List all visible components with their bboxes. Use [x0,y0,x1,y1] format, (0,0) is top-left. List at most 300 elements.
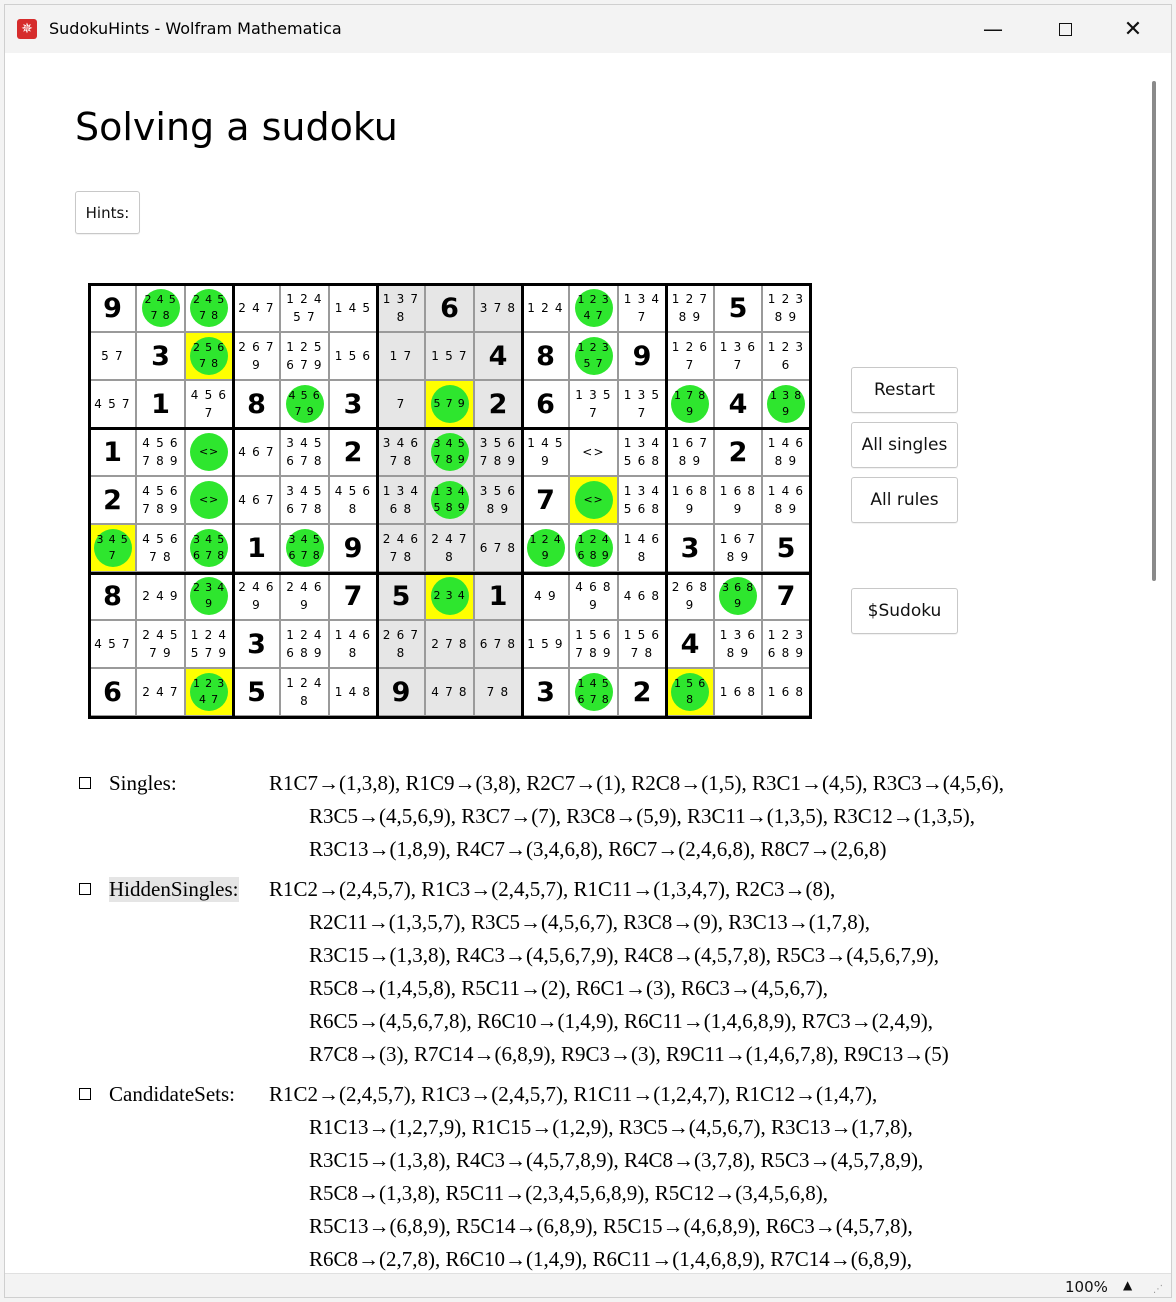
hint-circle [431,481,469,519]
cell-given-value: 5 [776,532,796,564]
cell-given-value: 1 [151,388,170,420]
sudoku-cell[interactable] [185,284,233,332]
sudoku-cell[interactable] [280,380,329,428]
hint-circle [190,481,228,519]
box-border-horizontal [88,572,812,575]
sudoku-cell[interactable] [377,668,425,716]
sudoku-cell[interactable] [762,380,810,428]
cell-given-value: 3 [343,388,363,420]
hint-circle [671,673,709,711]
cell-candidates: 5 7 9 [433,397,466,410]
cell-given-value: 3 [536,676,555,708]
sudoku-cell[interactable] [474,332,522,380]
sudoku-cell[interactable] [377,476,425,524]
cell-candidates: 1 2 3 5 7 [577,341,610,370]
sudoku-cell[interactable] [280,332,329,380]
sudoku-cell[interactable] [762,572,810,620]
sudoku-cell[interactable] [136,668,185,716]
cell-candidates: 4 7 8 [431,685,468,699]
cell-candidates: 1 5 6 [334,349,372,363]
cell-given-value: 3 [247,628,266,660]
sudoku-cell[interactable] [377,428,425,476]
hint-circle [286,385,324,423]
cell-candidates: 1 6 8 [767,685,805,699]
cell-candidates: 1 3 7 8 [382,292,420,324]
cell-candidates: 2 4 9 [142,589,179,603]
cell-given-value: 9 [343,532,363,564]
cell-given-value: 6 [103,676,122,708]
sudoku-cell[interactable] [136,332,185,380]
sudoku-cell[interactable] [185,620,233,668]
cell-candidates: 1 6 8 9 [719,484,757,516]
sudoku-cell[interactable] [618,380,666,428]
sudoku-cell[interactable] [377,524,425,572]
resize-grip-icon[interactable]: ⋰ [1153,1284,1163,1295]
sudoku-cell[interactable] [714,428,762,476]
sudoku-cell[interactable] [185,428,233,476]
rule-block [75,1082,1115,1273]
sudoku-cell[interactable] [89,284,136,332]
cell-candidates: 1 2 4 5 7 9 [190,628,228,660]
sudoku-cell[interactable] [233,668,280,716]
sudoku-cell[interactable] [329,284,377,332]
sudoku-cell[interactable] [136,380,185,428]
sudoku-cell[interactable] [425,428,474,476]
sudoku-cell[interactable] [136,524,185,572]
sudoku-cell[interactable] [522,284,569,332]
cell-candidates: 4 5 6 8 [334,484,372,516]
cell-candidates: 1 2 3 6 8 9 [767,628,805,660]
cell-candidates: 7 8 [486,685,510,699]
sudoku-cell[interactable] [136,476,185,524]
cell-candidates: 1 2 6 7 [671,340,709,372]
cell-candidates: 1 5 6 7 8 [623,628,661,660]
sudoku-cell[interactable] [89,668,136,716]
hint-circle [190,577,228,615]
cell-given-value: 6 [440,292,459,324]
sudoku-cell[interactable] [714,284,762,332]
sudoku-cell[interactable] [569,428,618,476]
rule-text-line: R3C5→(4,5,6,9), R3C7→(7), R3C8→(5,9), R3C11→(1,3,5), R3C12→(1,3,5), [309,804,975,828]
cell-candidates: <> [198,493,220,506]
rule-text-line: R1C7→(1,3,8), R1C9→(3,8), R2C7→(1), R2C8→(1,5), R3C1→(4,5), R3C3→(4,5,6), [269,771,1004,795]
cell-candidates: 4 6 7 [238,445,275,459]
sudoku-cell[interactable] [522,524,569,572]
sudoku-cell[interactable] [618,476,666,524]
cell-given-value: 7 [536,484,555,516]
sudoku-cell[interactable] [474,284,522,332]
sudoku-cell[interactable] [329,620,377,668]
sudoku-cell[interactable] [618,428,666,476]
sudoku-cell[interactable] [666,476,714,524]
sudoku-cell[interactable] [762,476,810,524]
hint-circle [431,433,469,471]
rule-block [75,771,1115,870]
cell-candidates: 2 4 7 8 [431,532,468,564]
cell-candidates: 1 2 4 6 8 9 [286,628,323,660]
minimize-button[interactable] [963,5,1023,53]
sudoku-cell[interactable] [474,524,522,572]
sudoku-cell[interactable] [377,620,425,668]
rule-checkbox[interactable] [79,777,91,789]
sudoku-cell[interactable] [185,572,233,620]
rule-checkbox[interactable] [79,1088,91,1100]
restart-button[interactable]: Restart [851,367,958,413]
cell-given-value: 5 [247,676,266,708]
sudoku-cell[interactable] [185,476,233,524]
sudoku-cell[interactable] [425,668,474,716]
rule-text-line: R6C8→(2,7,8), R6C10→(1,4,9), R6C11→(1,4,6,8,9), R7C14→(6,8,9), [309,1247,912,1271]
cell-candidates: 1 6 8 9 [671,484,709,516]
sudoku-cell[interactable] [377,284,425,332]
sudoku-cell[interactable] [569,284,618,332]
sudoku-cell[interactable] [233,524,280,572]
cell-candidates: <> [582,445,605,459]
sudoku-cell[interactable] [233,476,280,524]
sudoku-cell[interactable] [666,332,714,380]
cell-candidates: 1 2 4 8 [286,676,323,708]
sudoku-cell[interactable] [425,284,474,332]
cell-candidates: 1 3 5 7 [575,388,612,420]
cell-candidates: 2 6 7 9 [238,340,275,372]
cell-given-value: 4 [680,628,700,660]
rule-label: CandidateSets: [109,1082,235,1106]
zoom-level[interactable]: 100% [1065,1278,1108,1296]
sudoku-cell[interactable] [474,380,522,428]
sudoku-cell[interactable] [618,572,666,620]
cell-candidates: 5 7 [101,349,124,363]
sudoku-cell[interactable] [185,332,233,380]
cell-candidates: 1 5 7 [431,349,468,363]
cell-candidates: 4 5 7 [94,397,131,411]
cell-candidates: 1 2 3 6 [767,340,805,372]
sudoku-cell[interactable] [714,332,762,380]
rule-text-line: R3C15→(1,3,8), R4C3→(4,5,6,7,9), R4C8→(4,5,7,8), R5C3→(4,5,6,7,9), [309,943,939,967]
sudoku-cell[interactable] [666,428,714,476]
cell-candidates: 1 4 8 [334,685,372,699]
box-border-vertical [521,283,524,718]
sudoku-cell[interactable] [474,428,522,476]
cell-candidates: 1 3 4 5 6 8 [623,484,661,516]
sudoku-cell[interactable] [714,668,762,716]
cell-candidates: 1 7 [389,349,413,363]
sudoku-cell[interactable] [522,380,569,428]
cell-given-value: 1 [247,532,266,564]
sudoku-cell[interactable] [89,428,136,476]
all-singles-button[interactable]: All singles [851,422,958,468]
sudoku-cell[interactable] [89,380,136,428]
cell-candidates: 3 6 8 9 [722,581,754,610]
sudoku-cell[interactable] [569,668,618,716]
cell-candidates: 2 4 7 [238,301,275,315]
sudoku-cell[interactable] [618,332,666,380]
sudoku-cell[interactable] [280,668,329,716]
cell-given-value: 9 [632,340,652,372]
cell-candidates: 1 2 4 [527,301,564,315]
sudoku-cell[interactable] [280,620,329,668]
cell-candidates: 1 3 5 7 [623,388,661,420]
box-border-horizontal [88,283,812,286]
cell-candidates: 4 5 6 7 8 9 [142,484,179,516]
sudoku-cell[interactable] [377,380,425,428]
cell-candidates: 1 5 6 7 8 9 [575,628,612,660]
hint-circle [527,529,565,567]
sudoku-cell[interactable] [377,332,425,380]
sudoku-cell[interactable] [329,572,377,620]
sudoku-cell[interactable] [569,620,618,668]
sudoku-cell[interactable] [136,620,185,668]
title-bar [5,5,1171,53]
sudoku-cell[interactable] [185,380,233,428]
hint-circle [190,337,228,375]
cell-candidates: 1 4 6 8 [334,628,372,660]
sudoku-cell[interactable] [714,572,762,620]
cell-candidates: <> [583,493,604,506]
rule-label: Singles: [109,771,177,795]
sudoku-cell[interactable] [714,620,762,668]
sudoku-cell[interactable] [714,380,762,428]
sudoku-cell[interactable] [89,332,136,380]
cell-candidates: 1 2 4 6 8 9 [577,533,610,562]
cell-candidates: 1 3 4 6 8 [382,484,420,516]
sudoku-cell[interactable] [569,524,618,572]
cell-candidates: 1 4 5 6 7 8 [577,677,610,706]
cell-given-value: 5 [728,292,748,324]
cell-candidates: 1 4 6 8 [623,532,661,564]
window-title: SudokuHints - Wolfram Mathematica [49,19,342,38]
sudoku-cell[interactable] [425,332,474,380]
cell-given-value: 4 [488,340,508,372]
sudoku-cell[interactable] [425,572,474,620]
sudoku-cell[interactable] [280,476,329,524]
cell-candidates: 2 3 4 9 [193,581,225,610]
cell-candidates: 2 4 5 7 8 [144,293,177,322]
page-title: Solving a sudoku [75,105,398,149]
box-border-vertical [665,283,668,718]
cell-candidates: 6 7 8 [479,637,517,651]
sudoku-cell[interactable] [185,524,233,572]
sudoku-cell[interactable] [569,476,618,524]
sudoku-cell[interactable] [666,380,714,428]
sudoku-cell[interactable] [522,428,569,476]
hint-circle [575,481,613,519]
mathematica-logo-icon: ✵ [17,19,37,39]
minimize-icon: — [983,17,1003,41]
hint-circle [142,289,180,327]
cell-candidates: 1 3 8 9 [770,389,802,418]
cell-candidates: 3 4 5 6 7 8 [288,533,321,562]
cell-given-value: 1 [103,436,122,468]
box-border-vertical [809,283,812,718]
cell-candidates: 2 6 7 8 [382,628,420,660]
box-border-horizontal [88,427,812,430]
sudoku-cell[interactable] [425,524,474,572]
sudoku-cell[interactable] [522,476,569,524]
sudoku-cell[interactable] [474,476,522,524]
sudoku-cell[interactable] [522,668,569,716]
cell-candidates: 4 5 6 7 8 [142,532,179,564]
cell-given-value: 2 [488,388,508,420]
sudoku-cell[interactable] [89,476,136,524]
sudoku-cell[interactable] [89,572,136,620]
sudoku-cell[interactable] [425,620,474,668]
sudoku-cell[interactable] [666,284,714,332]
rule-text-line: R3C15→(1,3,8), R4C3→(4,5,7,8,9), R4C8→(3,7,8), R5C3→(4,5,7,8,9), [309,1148,924,1172]
sudoku-cell[interactable] [280,572,329,620]
cell-candidates: 1 4 5 [334,301,372,315]
sudoku-cell[interactable] [136,572,185,620]
cell-candidates: 3 4 5 7 8 9 [433,437,466,466]
sudoku-cell[interactable] [233,428,280,476]
cell-candidates: 1 2 7 8 9 [671,292,709,324]
sudoku-cell[interactable] [569,380,618,428]
sudoku-cell[interactable] [185,668,233,716]
sudoku-cell[interactable] [329,428,377,476]
rule-text-line: R5C8→(1,3,8), R5C11→(2,3,4,5,6,8,9), R5C12→(3,4,5,6,8), [309,1181,828,1205]
cell-candidates: 1 6 7 8 9 [671,436,709,468]
sudoku-cell[interactable] [89,524,136,572]
cell-candidates: 1 5 9 [527,637,564,651]
sudoku-cell[interactable] [89,620,136,668]
cell-candidates: 2 4 7 [142,685,179,699]
hint-circle [190,289,228,327]
sudoku-cell[interactable] [714,476,762,524]
sudoku-cell[interactable] [522,572,569,620]
hint-circle [286,529,324,567]
cell-candidates: 4 5 7 [94,637,131,651]
cell-candidates: 2 4 5 7 9 [142,628,179,660]
sudoku-cell[interactable] [233,284,280,332]
cell-candidates: 3 4 5 7 [96,533,129,562]
sudoku-cell[interactable] [329,524,377,572]
sudoku-cell[interactable] [762,428,810,476]
rule-checkbox[interactable] [79,883,91,895]
cell-candidates: 4 6 7 [238,493,275,507]
sudoku-cell[interactable] [474,620,522,668]
sudoku-cell[interactable] [329,476,377,524]
hint-circle [431,385,469,423]
sudoku-cell[interactable] [569,572,618,620]
sudoku-cell[interactable] [618,620,666,668]
sudoku-cell[interactable] [377,572,425,620]
sudoku-cell[interactable] [233,572,280,620]
sudoku-cell[interactable] [666,668,714,716]
sudoku-cell[interactable] [618,668,666,716]
box-border-vertical [376,283,379,718]
sudoku-cell[interactable] [762,620,810,668]
hint-circle [575,529,613,567]
hint-circle [190,433,228,471]
sudoku-cell[interactable] [329,332,377,380]
cell-candidates: 1 4 6 8 9 [767,484,805,516]
status-bar [5,1273,1171,1298]
sudoku-cell[interactable] [762,668,810,716]
hint-circle [767,385,805,423]
sudoku-cell[interactable] [522,620,569,668]
cell-candidates: 2 4 6 9 [286,580,323,612]
cell-candidates: 1 4 6 8 9 [767,436,805,468]
cell-candidates: 1 4 5 9 [527,436,564,468]
rule-text-line: R5C8→(1,4,5,8), R5C11→(2), R6C1→(3), R6C3→(4,5,6,7), [309,976,828,1000]
cell-given-value: 7 [776,580,796,612]
all-rules-button[interactable]: All rules [851,477,958,523]
sudoku-cell[interactable] [762,332,810,380]
hint-circle [671,385,709,423]
sudoku-cell[interactable] [136,284,185,332]
sudoku-cell[interactable] [569,332,618,380]
sudoku-cell[interactable] [618,284,666,332]
cell-candidates: 4 6 8 [623,589,661,603]
sudoku-cell[interactable] [329,380,377,428]
sudoku-cell[interactable] [666,620,714,668]
cell-candidates: 3 5 6 8 9 [479,484,517,516]
rule-text-line: R3C13→(1,8,9), R4C7→(3,4,6,8), R6C7→(2,4,6,8), R8C7→(2,6,8) [309,837,887,861]
cell-given-value: 6 [536,388,555,420]
hints-button[interactable]: Hints: [75,191,140,234]
sudoku-cell[interactable] [329,668,377,716]
sudoku-variable-button[interactable]: $Sudoku [851,588,958,634]
cell-candidates: 2 4 6 9 [238,580,275,612]
maximize-button[interactable] [1035,5,1095,53]
cell-given-value: 3 [680,532,700,564]
cell-candidates: 1 2 4 5 7 [286,292,323,324]
vertical-scrollbar[interactable] [1145,53,1172,1273]
sudoku-cell[interactable] [280,428,329,476]
sudoku-cell[interactable] [233,620,280,668]
rule-text-line: R1C2→(2,4,5,7), R1C3→(2,4,5,7), R1C11→(1,3,4,7), R2C3→(8), [269,877,836,901]
sudoku-cell[interactable] [666,572,714,620]
cell-candidates: 1 7 8 9 [674,389,706,418]
sudoku-cell[interactable] [425,380,474,428]
sudoku-cell[interactable] [666,524,714,572]
sudoku-cell[interactable] [714,524,762,572]
cell-candidates: 2 4 5 7 8 [193,293,225,322]
sudoku-cell[interactable] [425,476,474,524]
sudoku-cell[interactable] [762,284,810,332]
cell-candidates: 7 [396,397,406,411]
cell-given-value: 8 [536,340,555,372]
zoom-menu-arrow-icon[interactable]: ▲ [1123,1278,1133,1292]
hint-circle [190,529,228,567]
sudoku-cell[interactable] [522,332,569,380]
sudoku-cell[interactable] [474,572,522,620]
sudoku-cell[interactable] [280,524,329,572]
cell-candidates: 2 3 4 [433,589,466,602]
cell-given-value: 2 [343,436,363,468]
hint-circle [719,577,757,615]
sudoku-cell[interactable] [618,524,666,572]
cell-candidates: 1 2 3 4 7 [193,677,225,706]
close-button[interactable] [1103,5,1163,53]
cell-candidates: 1 2 5 6 7 9 [286,340,323,372]
sudoku-cell[interactable] [280,284,329,332]
cell-given-value: 7 [343,580,363,612]
cell-given-value: 5 [391,580,411,612]
cell-given-value: 9 [103,292,122,324]
sudoku-cell[interactable] [136,428,185,476]
cell-candidates: 6 7 8 [479,541,517,555]
mathematica-window [4,4,1172,1298]
sudoku-cell[interactable] [233,380,280,428]
box-border-vertical [232,283,235,718]
box-border-horizontal [88,716,812,719]
cell-candidates: 4 9 [534,589,557,603]
sudoku-cell[interactable] [233,332,280,380]
cell-candidates: 2 7 8 [431,637,468,651]
scrollbar-thumb[interactable] [1152,81,1156,581]
sudoku-cell[interactable] [762,524,810,572]
sudoku-cell[interactable] [474,668,522,716]
